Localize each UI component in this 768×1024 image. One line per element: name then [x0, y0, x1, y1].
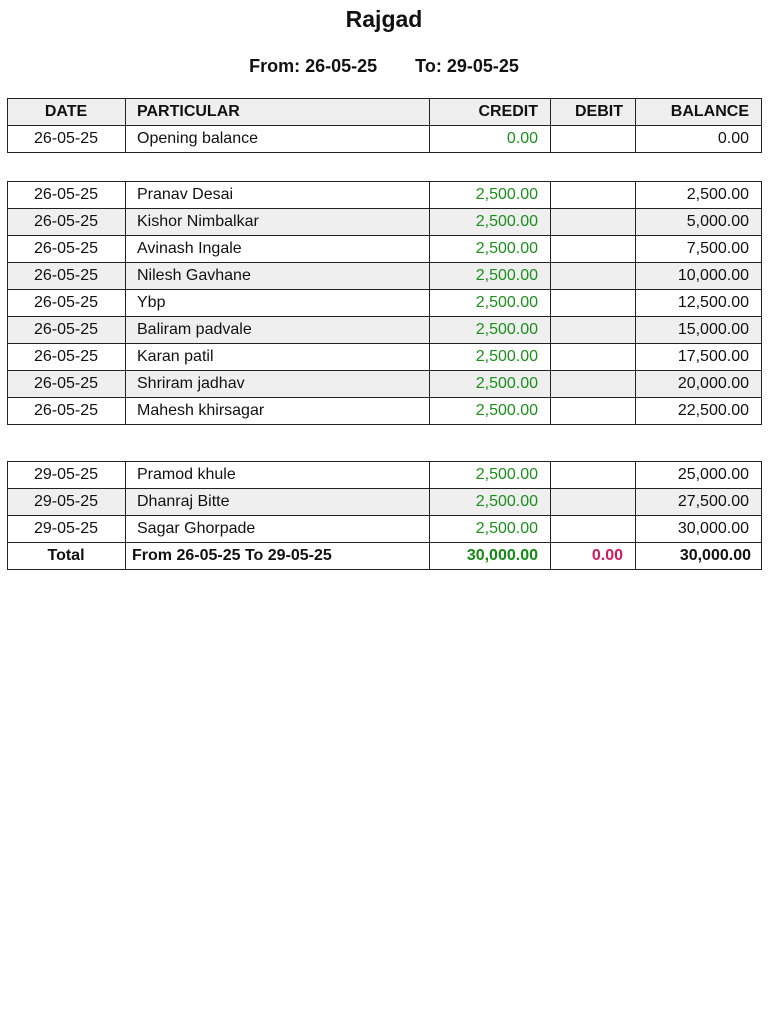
cell-debit — [551, 290, 636, 317]
cell-balance: 20,000.00 — [636, 371, 762, 398]
cell-credit: 2,500.00 — [430, 398, 551, 425]
cell-date: 26-05-25 — [8, 398, 126, 425]
cell-debit — [551, 462, 636, 489]
column-header-credit: CREDIT — [430, 99, 551, 126]
ledger-group-1 — [7, 181, 762, 425]
cell-date: 26-05-25 — [8, 371, 126, 398]
total-row — [8, 543, 762, 570]
cell-particular: Avinash Ingale — [126, 236, 430, 263]
cell-particular: Opening balance — [126, 126, 430, 153]
cell-debit — [551, 516, 636, 543]
cell-date: 29-05-25 — [8, 516, 126, 543]
cell-debit — [551, 317, 636, 344]
cell-date: 26-05-25 — [8, 182, 126, 209]
table-header-row — [8, 99, 762, 126]
cell-particular: Pranav Desai — [126, 182, 430, 209]
cell-date: 29-05-25 — [8, 462, 126, 489]
cell-date: 26-05-25 — [8, 126, 126, 153]
cell-credit: 2,500.00 — [430, 516, 551, 543]
cell-debit — [551, 371, 636, 398]
cell-particular: Sagar Ghorpade — [126, 516, 430, 543]
cell-credit: 2,500.00 — [430, 317, 551, 344]
cell-date: 26-05-25 — [8, 317, 126, 344]
cell-credit: 2,500.00 — [430, 290, 551, 317]
cell-debit — [551, 489, 636, 516]
cell-balance: 30,000.00 — [636, 516, 762, 543]
column-header-balance: BALANCE — [636, 99, 762, 126]
ledger-header-table — [7, 98, 762, 153]
cell-debit — [551, 398, 636, 425]
total-period: From 26-05-25 To 29-05-25 — [126, 543, 430, 570]
column-header-date: DATE — [8, 99, 126, 126]
date-range — [0, 56, 768, 77]
total-debit: 0.00 — [551, 543, 636, 570]
cell-date: 29-05-25 — [8, 489, 126, 516]
cell-particular: Kishor Nimbalkar — [126, 209, 430, 236]
cell-particular: Karan patil — [126, 344, 430, 371]
cell-balance: 0.00 — [636, 126, 762, 153]
cell-date: 26-05-25 — [8, 236, 126, 263]
cell-credit: 2,500.00 — [430, 236, 551, 263]
cell-debit — [551, 182, 636, 209]
cell-balance: 25,000.00 — [636, 462, 762, 489]
column-header-debit: DEBIT — [551, 99, 636, 126]
cell-balance: 15,000.00 — [636, 317, 762, 344]
cell-date: 26-05-25 — [8, 344, 126, 371]
total-balance: 30,000.00 — [636, 543, 762, 570]
cell-credit: 0.00 — [430, 126, 551, 153]
table-row — [8, 290, 762, 317]
from-date: From: 26-05-25 — [249, 56, 378, 76]
cell-balance: 12,500.00 — [636, 290, 762, 317]
table-row — [8, 344, 762, 371]
column-header-particular: PARTICULAR — [126, 99, 430, 126]
cell-debit — [551, 236, 636, 263]
cell-date: 26-05-25 — [8, 209, 126, 236]
table-row — [8, 209, 762, 236]
cell-credit: 2,500.00 — [430, 209, 551, 236]
cell-particular: Shriram jadhav — [126, 371, 430, 398]
cell-credit: 2,500.00 — [430, 263, 551, 290]
report-title: Rajgad — [345, 6, 423, 32]
cell-balance: 7,500.00 — [636, 236, 762, 263]
cell-particular: Pramod khule — [126, 462, 430, 489]
cell-credit: 2,500.00 — [430, 462, 551, 489]
table-row — [8, 462, 762, 489]
cell-credit: 2,500.00 — [430, 344, 551, 371]
cell-debit — [551, 126, 636, 153]
cell-credit: 2,500.00 — [430, 371, 551, 398]
table-row — [8, 317, 762, 344]
total-credit: 30,000.00 — [430, 543, 551, 570]
cell-balance: 5,000.00 — [636, 209, 762, 236]
opening-balance-row — [8, 126, 762, 153]
cell-credit: 2,500.00 — [430, 182, 551, 209]
table-row — [8, 398, 762, 425]
table-row — [8, 516, 762, 543]
cell-balance: 17,500.00 — [636, 344, 762, 371]
cell-balance: 10,000.00 — [636, 263, 762, 290]
cell-particular: Nilesh Gavhane — [126, 263, 430, 290]
table-row — [8, 263, 762, 290]
cell-date: 26-05-25 — [8, 263, 126, 290]
cell-balance: 2,500.00 — [636, 182, 762, 209]
table-row — [8, 236, 762, 263]
cell-particular: Mahesh khirsagar — [126, 398, 430, 425]
cell-balance: 27,500.00 — [636, 489, 762, 516]
cell-credit: 2,500.00 — [430, 489, 551, 516]
cell-date: 26-05-25 — [8, 290, 126, 317]
cell-balance: 22,500.00 — [636, 398, 762, 425]
table-row — [8, 371, 762, 398]
table-row — [8, 489, 762, 516]
cell-particular: Baliram padvale — [126, 317, 430, 344]
to-date: To: 29-05-25 — [415, 56, 519, 76]
cell-particular: Dhanraj Bitte — [126, 489, 430, 516]
cell-particular: Ybp — [126, 290, 430, 317]
table-row — [8, 182, 762, 209]
total-label: Total — [8, 543, 126, 570]
cell-debit — [551, 344, 636, 371]
cell-debit — [551, 263, 636, 290]
ledger-group-2 — [7, 461, 762, 570]
cell-debit — [551, 209, 636, 236]
